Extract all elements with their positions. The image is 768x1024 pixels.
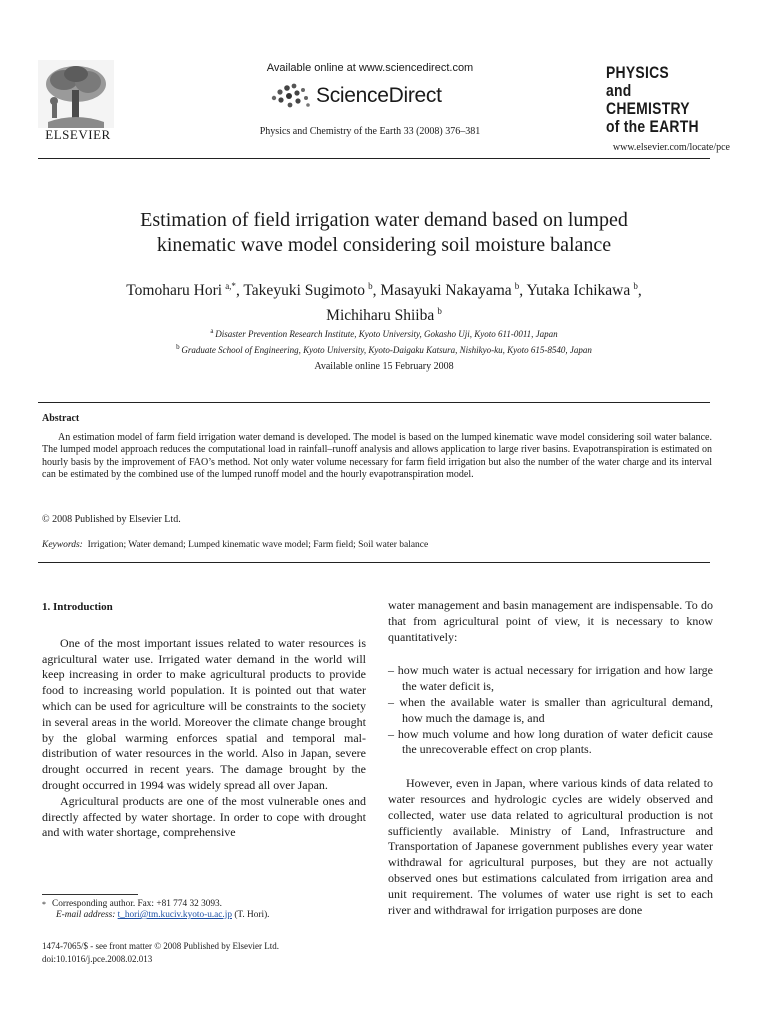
email-link[interactable]: t_hori@tm.kuciv.kyoto-u.ac.jp [117, 910, 232, 920]
affiliation: $^b$ Graduate School of Engineering, Kyoto University, Kyoto-Daigaku Katsura, Nishikyo-ku, Kyoto 615-8540, Japan [176, 343, 592, 355]
sciencedirect-brand: ScienceDirect [316, 84, 442, 107]
keywords [42, 540, 712, 550]
email-label: E-mail address: [56, 910, 116, 920]
abstract-divider-bottom [38, 562, 710, 563]
available-date: Available online 15 February 2008 [314, 361, 454, 372]
article-title [60, 208, 708, 258]
footnote-corresponding: * Corresponding author. Fax: +81 774 32 3093. [42, 899, 222, 909]
doi-line[interactable]: doi:10.1016/j.pce.2008.02.013 [42, 954, 153, 964]
author: Masayuki Nakayama $^b$, [380, 281, 527, 300]
abstract-divider-top [38, 402, 710, 403]
author: Tomoharu Hori $^{a,*}$, [126, 281, 244, 300]
right-column [388, 598, 713, 918]
abstract-text: An estimation model of farm field irrigation water demand is developed. The model is based on the lumped kinematic wave model considering soil water balance. The lumped model approach reduces the computational load in rainfall–runoff analysis and allows application to large river basins. Evapotranspiration is estimated on hourly basis by the improvement of FAO’s method. Not only water volume necessary for farm field irrigation but also the number of the water charge and its interval can be estimated by the combined use of the lumped runoff model and the hourly evapotranspiration model. [42, 432, 712, 480]
keywords-list: Irrigation; Water demand; Lumped kinematic wave model; Farm field; Soil water balance [87, 540, 429, 550]
journal-logo-line: and CHEMISTRY [606, 81, 690, 118]
paragraph: Agricultural products are one of the most vulnerable ones and directly affected by water shortage. In order to cope with drought and with water shortage, comprehensive [42, 793, 366, 840]
publisher-name: ELSEVIER [45, 127, 111, 142]
author: Takeyuki Sugimoto $^b$, [243, 281, 381, 300]
title-line: Estimation of field irrigation water demand based on lumped [140, 209, 628, 231]
journal-logo [606, 64, 704, 136]
footnote-divider [42, 894, 138, 895]
list-item: – how much water is actual necessary for irrigation and how large the water deficit is, [388, 663, 713, 694]
title-line: kinematic wave model considering soil moisture balance [156, 234, 612, 256]
affiliations [60, 325, 708, 357]
author-list [50, 276, 718, 326]
paragraph: However, even in Japan, where various kinds of data related to water resources and hydrologic cycles are widely observed and collected, water use data related to agricultural production is not sufficiently available. Ministry of Land, Infrastructure and Transportation of Japanese government publishes every year water withdrawal for agricultural purposes, but they are not actually observed ones but estimations calculated from irrigation area and unit requirement. The volumes of water use right is set to each river and withdrawal for irrigation purposes are done [388, 776, 713, 917]
footnote-star: * [42, 900, 46, 909]
header-divider [38, 158, 710, 159]
journal-logo-line: of the EARTH [606, 117, 699, 136]
requirements-list [388, 663, 713, 758]
footnote-email [56, 910, 376, 920]
abstract-copyright: © 2008 Published by Elsevier Ltd. [42, 514, 181, 525]
author: Yutaka Ichikawa $^b$, [526, 281, 642, 300]
email-suffix: (T. Hori). [234, 910, 270, 920]
paragraph: One of the most important issues related to water resources is agricultural water use. Irrigated water demand in the world will keep increasing in order to make agricultural products to provide food to increasing world population. It is pointed out that water which can be used for agriculture will be constraints to the society in several areas in the world. Moreover the climate change brought by the global warming enforces spatial and temporal mal-distribution of water resources in the world. Also in Japan, severe drought occurred in recent years. The damage brought by the drought occurred in 1994 was widely spread all over Japan. [42, 635, 366, 792]
journal-citation: Physics and Chemistry of the Earth 33 (2008) 376–381 [259, 126, 481, 137]
issn-line: 1474-7065/$ - see front matter © 2008 Published by Elsevier Ltd. [42, 941, 280, 951]
elsevier-tree-logo [38, 60, 114, 128]
keywords-label: Keywords: [42, 540, 83, 550]
list-item: – when the available water is smaller than agricultural demand, how much the damage is, and [388, 694, 713, 725]
affiliation: $^a$ Disaster Prevention Research Institute, Kyoto University, Gokasho Uji, Kyoto 611-0011, Japan [210, 327, 558, 339]
section-heading: 1. Introduction [42, 601, 113, 613]
paragraph: water management and basin management are indispensable. To do that from agricultural point of view, it is necessary to know quantitatively: [388, 598, 713, 644]
author: Michiharu Shiiba $^b$ [326, 306, 442, 325]
journal-url[interactable]: www.elsevier.com/locate/pce [612, 142, 730, 153]
available-online-sciencedirect: Available online at www.sciencedirect.com [266, 62, 474, 74]
journal-logo-line: PHYSICS [606, 63, 669, 82]
issn-doi [42, 940, 362, 966]
abstract-heading: Abstract [42, 413, 80, 424]
list-item: – how much volume and how long duration of water deficit cause the unrecoverable effect on crop plants. [388, 726, 713, 757]
left-column [42, 600, 366, 841]
